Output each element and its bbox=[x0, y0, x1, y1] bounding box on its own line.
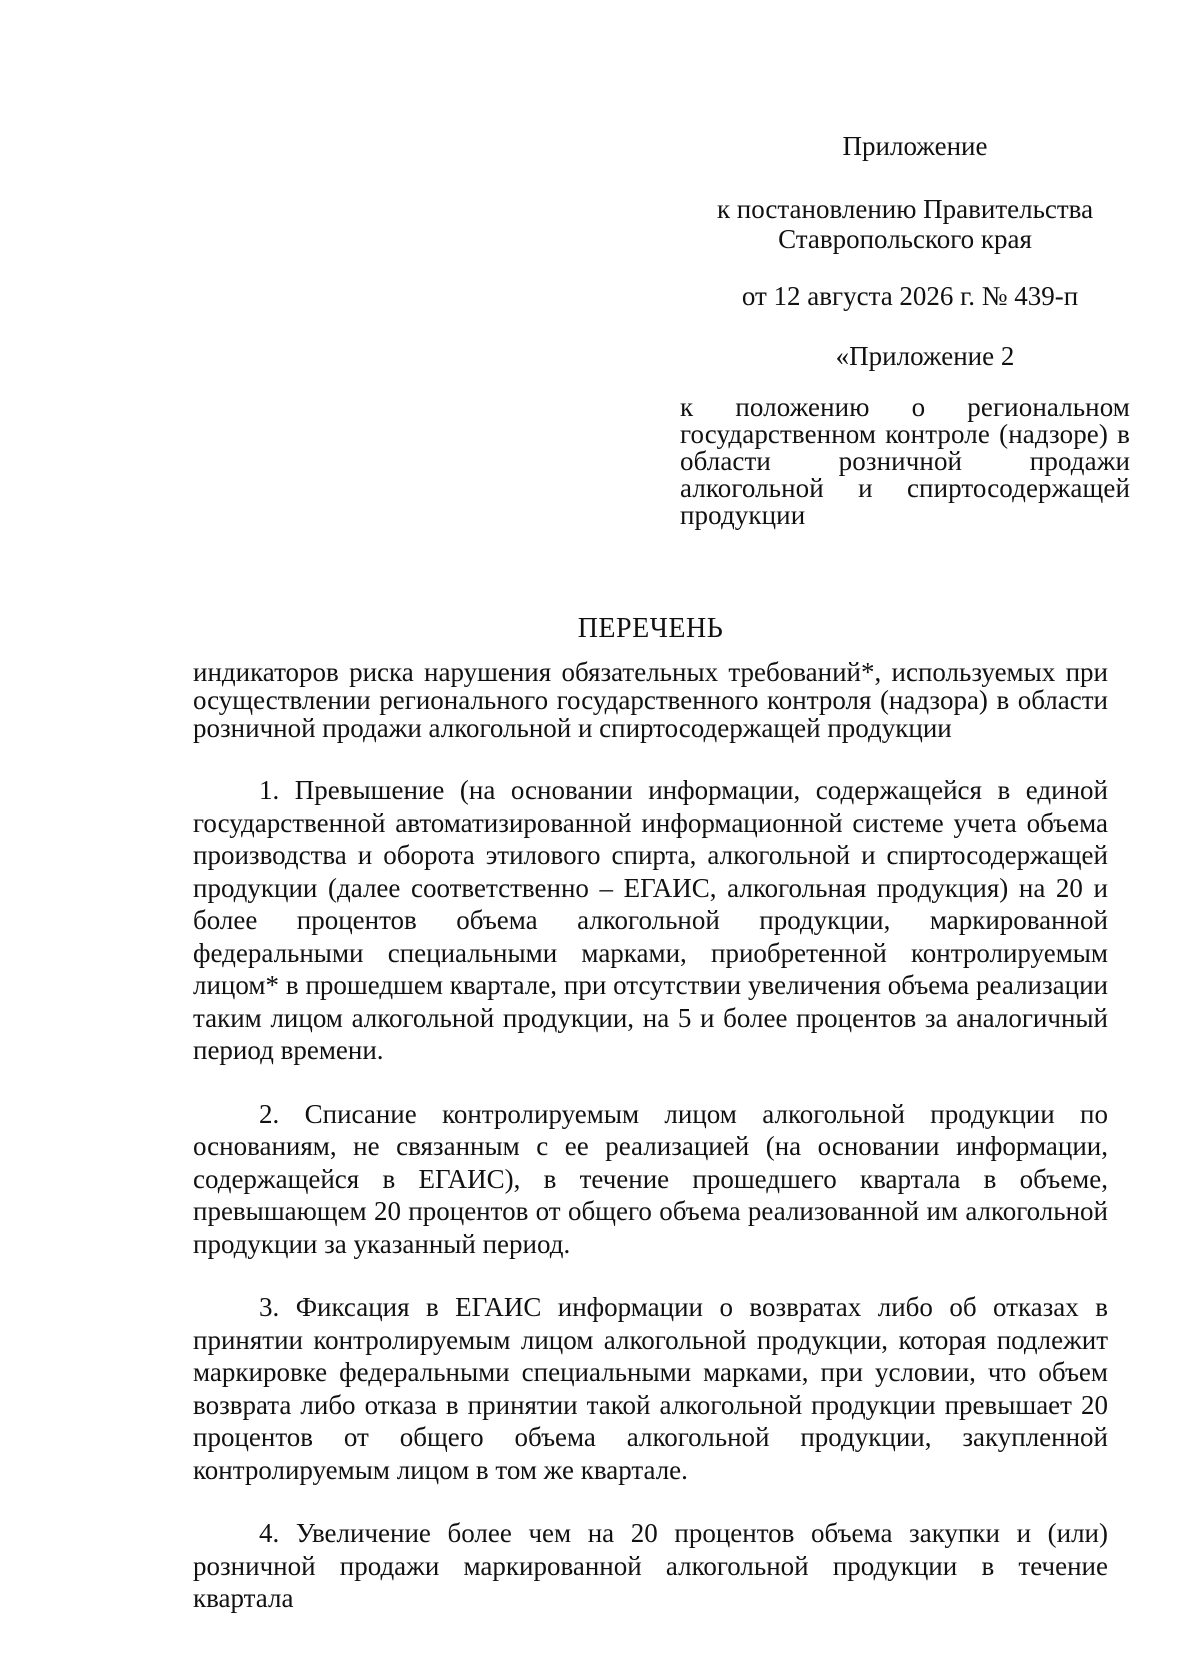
list-item: 3. Фиксация в ЕГАИС информации о возвратах либо об отказах в принятии контролируемым лицом алкогольной продукции, которая подлежит маркировке федеральными специальными марками, при условии, что объем возврата либо отказа в принятии такой алкогольной продукции превышает 20 процентов от общего объема алкогольной продукции, закупленной контролируемым лицом в том же квартале. bbox=[193, 1292, 1108, 1485]
list-item: 4. Увеличение более чем на 20 процентов объема закупки и (или) розничной продажи маркированной алкогольной продукции в течение квартала bbox=[193, 1518, 1108, 1613]
document-body bbox=[193, 612, 1108, 1615]
document-subheading: индикаторов риска нарушения обязательных требований*, используемых при осуществлении регионального государственного контроля (надзора) в области розничной продажи алкогольной и спиртосодержащей продукции bbox=[193, 657, 1108, 743]
appendix2-title: «Приложение 2 bbox=[835, 341, 1015, 371]
appendix-date-number: от 12 августа 2026 г. № 439-п bbox=[741, 281, 1079, 311]
appendix-resolution-reference: к постановлению Правительства Ставропольского края bbox=[716, 194, 1094, 254]
list-item: 1. Превышение (на основании информации, содержащейся в единой государственной автоматизированной информационной системе учета объема производства и оборота этилового спирта, алкогольной и спиртосодержащей продукции (далее соответственно – ЕГАИС, алкогольная продукция) на 20 и более процентов объема алкогольной продукции, маркированной федеральными специальными марками, приобретенной контролируемым лицом* в прошедшем квартале, при отсутствии увеличения объема реализации таким лицом алкогольной продукции, на 5 и более процентов за аналогичный период времени. bbox=[193, 775, 1108, 1065]
appendix-header bbox=[680, 130, 1130, 529]
list-item: 2. Списание контролируемым лицом алкогольной продукции по основаниям, не связанным с ее реализацией (на основании информации, содержащейся в ЕГАИС), в течение прошедшего квартала в объеме, превышающем 20 процентов от общего объема реализованной им алкогольной продукции за указанный период. bbox=[193, 1098, 1108, 1259]
appendix-title: Приложение bbox=[842, 131, 988, 161]
appendix2-reference: к положению о региональном государственном контроле (надзоре) в области розничной продажи алкогольной и спиртосодержащей продукции bbox=[680, 392, 1130, 530]
document-heading: ПЕРЕЧЕНЬ bbox=[577, 613, 724, 644]
